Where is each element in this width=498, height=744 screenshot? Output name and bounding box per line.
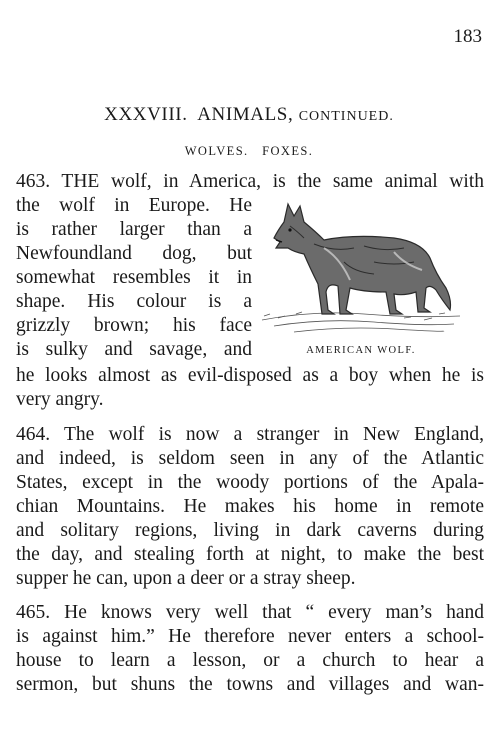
chapter-numeral: XXXVIII. bbox=[104, 104, 188, 125]
text-line: he looks almost as evil-disposed as a boy when he is bbox=[16, 365, 484, 386]
text-line: somewhat resembles it in bbox=[16, 267, 252, 288]
text-line: the day, and stealing forth at night, to make the best bbox=[16, 544, 484, 565]
text-line: 465. He knows very well that “ every man’s hand bbox=[16, 602, 484, 623]
ground-hatching bbox=[262, 312, 460, 332]
text-line: very angry. bbox=[16, 389, 104, 410]
text-line: and indeed, is seldom seen in any of the Atlantic bbox=[16, 448, 484, 469]
text-line: is against him.” He therefore never enters a school- bbox=[16, 626, 484, 647]
text-line: is rather larger than a bbox=[16, 219, 252, 240]
text-line: Newfoundland dog, but bbox=[16, 243, 252, 264]
text-line: grizzly brown; his face bbox=[16, 315, 252, 336]
wolf-figure bbox=[274, 204, 451, 314]
text-line: the wolf in Europe. He bbox=[16, 195, 252, 216]
text-line: States, except in the woody portions of the Apala- bbox=[16, 472, 484, 493]
chapter-name: ANIMALS, bbox=[197, 104, 294, 125]
wolf-illustration bbox=[254, 192, 468, 342]
wolf-eye bbox=[288, 228, 291, 231]
page-number: 183 bbox=[453, 26, 482, 47]
text-line: shape. His colour is a bbox=[16, 291, 252, 312]
figure-caption: AMERICAN WOLF. bbox=[306, 345, 416, 356]
text-line: house to learn a lesson, or a church to hear a bbox=[16, 650, 484, 671]
chapter-suffix: CONTINUED. bbox=[298, 109, 394, 124]
text-line: sermon, but shuns the towns and villages and wan- bbox=[16, 674, 484, 695]
text-line: is sulky and savage, and bbox=[16, 339, 252, 360]
text-line: chian Mountains. He makes his home in remote bbox=[16, 496, 484, 517]
chapter-title bbox=[0, 104, 498, 126]
text-line: supper he can, upon a deer or a stray sheep. bbox=[16, 568, 356, 589]
section-subheading: WOLVES. FOXES. bbox=[184, 144, 314, 158]
text-line: and solitary regions, living in dark caverns during bbox=[16, 520, 484, 541]
text-line: 464. The wolf is now a stranger in New England, bbox=[16, 424, 484, 445]
text-line: 463. THE wolf, in America, is the same animal with bbox=[16, 171, 484, 192]
